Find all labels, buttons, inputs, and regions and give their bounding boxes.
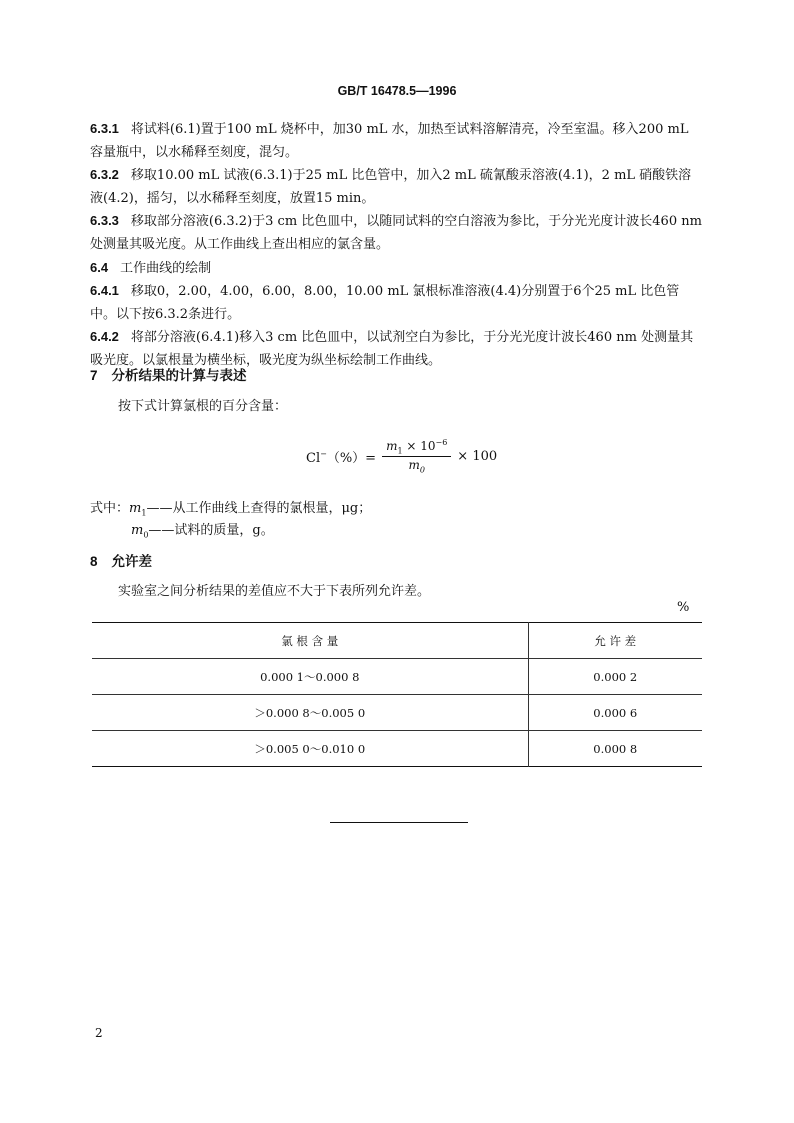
clause-6-4 — [90, 257, 704, 281]
clause-text: 移取10.00 mL 试液(6.3.1)于25 mL 比色管中，加入2 mL 硫氰酸汞溶液(4.1)，2 mL 硝酸铁溶液(4.2)，摇匀，以水稀释至刻度，放置15 min。 — [90, 168, 692, 206]
header-chloride-content: 氯 根 含 量 — [281, 633, 339, 648]
header-tolerance: 允 许 差 — [528, 623, 702, 659]
cell-range: 0.000 1～0.000 8 — [260, 669, 360, 684]
section-8-intro: 实验室之间分析结果的差值应不大于下表所列允许差。 — [118, 584, 431, 599]
formula-fraction — [382, 438, 451, 475]
section-8-heading — [90, 550, 152, 570]
clause-number: 6.3.3 — [90, 213, 119, 229]
formula-lhs: Cl−（%）= — [306, 449, 377, 466]
section-7-intro: 按下式计算氯根的百分含量： — [118, 399, 288, 414]
where-m0: $m_0——$试料的质量，g。 — [131, 523, 274, 540]
cell-range: ＞0.000 8～0.005 0 — [254, 705, 366, 720]
clause-number: 6.4.2 — [90, 329, 119, 345]
clause-6-3-2 — [90, 164, 704, 210]
cell-range: ＞0.005 0～0.010 0 — [254, 741, 366, 756]
section-7-heading — [90, 364, 247, 384]
clause-text: 移取0，2.00，4.00，6.00，8.00，10.00 mL 氯根标准溶液(4.4)分别置于6个25 mL 比色管中。以下按6.3.2条进行。 — [90, 284, 680, 322]
clause-6-3-1 — [90, 118, 704, 164]
chloride-formula — [306, 438, 497, 475]
clause-text: 将试料(6.1)置于100 mL 烧杯中，加30 mL 水，加热至试料溶解清亮，冷至室温。移入200 mL 容量瓶中，以水稀释至刻度，混匀。 — [90, 122, 689, 160]
clause-text: 工作曲线的绘制 — [120, 260, 212, 276]
clause-number: 6.4.1 — [90, 283, 119, 299]
cell-tolerance: 0.000 8 — [528, 731, 702, 767]
page-number: 2 — [95, 1026, 103, 1040]
clause-6-4-1 — [90, 280, 704, 326]
formula-numerator: $m_1 \times 10^{-6}$ — [382, 438, 451, 457]
tolerance-table — [92, 622, 702, 767]
where-m1: 式中：$m_1——$从工作曲线上查得的氯根量，μg； — [90, 501, 372, 518]
table-header-row — [92, 623, 702, 659]
clause-number: 6.3.2 — [90, 167, 119, 183]
section-title: 允许差 — [111, 554, 153, 569]
clause-text: 将部分溶液(6.4.1)移入3 cm 比色皿中，以试剂空白为参比，于分光光度计波长460 nm 处测量其吸光度。以氯根量为横坐标，吸光度为纵坐标绘制工作曲线。 — [90, 330, 694, 368]
section-number: 8 — [90, 554, 98, 569]
formula-denominator: $m_0$ — [408, 458, 425, 475]
clause-number: 6.3.1 — [90, 121, 119, 136]
clause-text: 移取部分溶液(6.3.2)于3 cm 比色皿中，以随同试料的空白溶液为参比，于分光光度计波长460 nm 处测量其吸光度。从工作曲线上查出相应的氯含量。 — [90, 214, 702, 252]
table-unit: % — [677, 600, 690, 615]
table-row — [92, 731, 702, 767]
cell-tolerance: 0.000 6 — [528, 695, 702, 731]
end-rule — [330, 822, 468, 823]
clause-6-3-3 — [90, 210, 704, 256]
clause-number: 6.4 — [90, 259, 109, 275]
section-number: 7 — [90, 368, 98, 383]
table-row — [92, 659, 702, 695]
formula-rhs: × 100 — [457, 448, 498, 464]
page-header: GB/T 16478.5—1996 — [337, 84, 457, 98]
cell-tolerance: 0.000 2 — [528, 659, 702, 695]
section-title: 分析结果的计算与表述 — [111, 368, 247, 383]
clauses-block — [90, 118, 704, 373]
table-row — [92, 695, 702, 731]
